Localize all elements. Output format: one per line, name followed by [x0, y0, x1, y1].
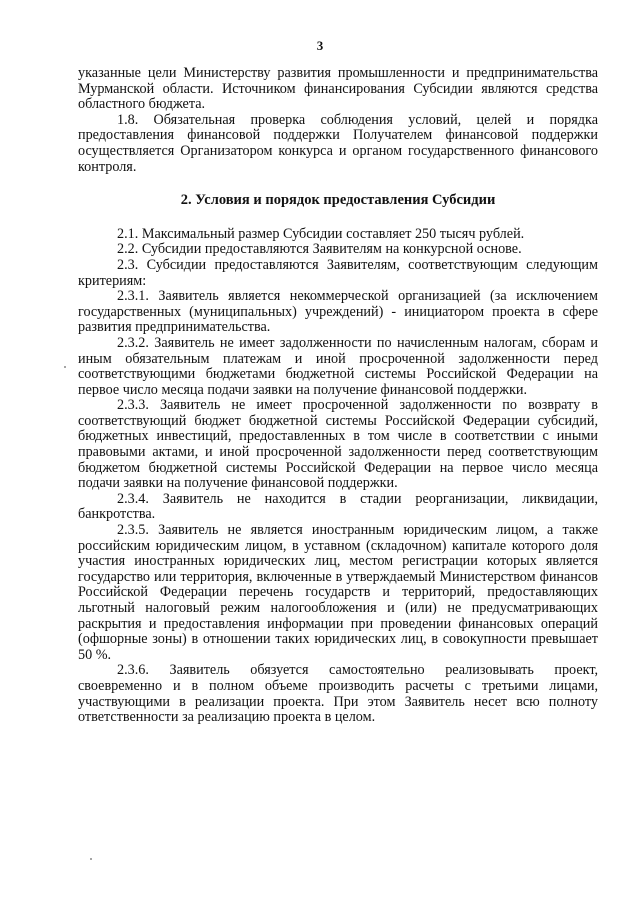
paragraph-continuation: указанные цели Министерству развития промышленности и предпринимательства Мурманской области. Источником финансирования Субсидии являются средства областного бюджета.	[78, 65, 598, 113]
paragraph-2-3-3: 2.3.3. Заявитель не имеет просроченной задолженности по возврату в соответствующий бюджет бюджетной системы Российской Федерации субсидий, бюджетных инвестиций, предоставленных в том числе в соответствии с иными правовыми актами, и иной просроченной задолженности перед соответствующим бюджетом бюджетной системы Российской Федерации на первое число месяца подачи заявки на получение финансовой поддержки.	[78, 397, 598, 492]
paragraph-2-2: 2.2. Субсидии предоставляются Заявителям на конкурсной основе.	[117, 241, 522, 258]
paragraph-2-3-6: 2.3.6. Заявитель обязуется самостоятельно реализовывать проект, своевременно и в полном объеме производить расчеты с третьими лицами, участвующими в реализации проекта. При этом Заявитель несет всю полноту ответственности за реализацию проекта в целом.	[78, 662, 598, 726]
paragraph-2-3-1: 2.3.1. Заявитель является некоммерческой организацией (за исключением государственных (муниципальных) учреждений) - инициатором проекта в сфере развития предпринимательства.	[78, 288, 598, 336]
paragraph-1-8: 1.8. Обязательная проверка соблюдения условий, целей и порядка предоставления финансовой поддержки Получателем финансовой поддержки осуществляется Организатором конкурса и органом государственного финансового контроля.	[78, 111, 598, 175]
paragraph-2-3-2: 2.3.2. Заявитель не имеет задолженности по начисленным налогам, сборам и иным обязательным платежам и иной просроченной задолженности перед соответствующими бюджетами бюджетной системы Российской Федерации на первое число месяца подачи заявки на получение финансовой поддержки.	[78, 334, 598, 398]
paragraph-2-3: 2.3. Субсидии предоставляются Заявителям, соответствующим следующим критериям:	[78, 256, 598, 289]
paragraph-2-3-5: 2.3.5. Заявитель не является иностранным юридическим лицом, а также российским юридическим лицом, в уставном (складочном) капитале которого доля участия иностранных юридических лиц, местом регистрации которых является государство или территория, включенные в утверждаемый Министерством финансов Российской Федерации перечень государств и территорий, предоставляющих льготный налоговый режим налогообложения и (или) не предусматривающих раскрытия и предоставления информации при проведении финансовых операций (офшорные зоны) в отношении таких юридических лиц, в совокупности превышает 50 %.	[78, 522, 598, 663]
paragraph-2-1: 2.1. Максимальный размер Субсидии составляет 250 тысяч рублей.	[117, 225, 525, 242]
document-body	[78, 66, 598, 726]
page-number: 3	[316, 38, 324, 53]
scan-speck	[64, 366, 66, 368]
scan-speck	[90, 858, 92, 860]
section-heading-2: 2. Условия и порядок предоставления Субсидии	[180, 192, 496, 209]
paragraph-2-3-4: 2.3.4. Заявитель не находится в стадии реорганизации, ликвидации, банкротства.	[78, 490, 598, 523]
